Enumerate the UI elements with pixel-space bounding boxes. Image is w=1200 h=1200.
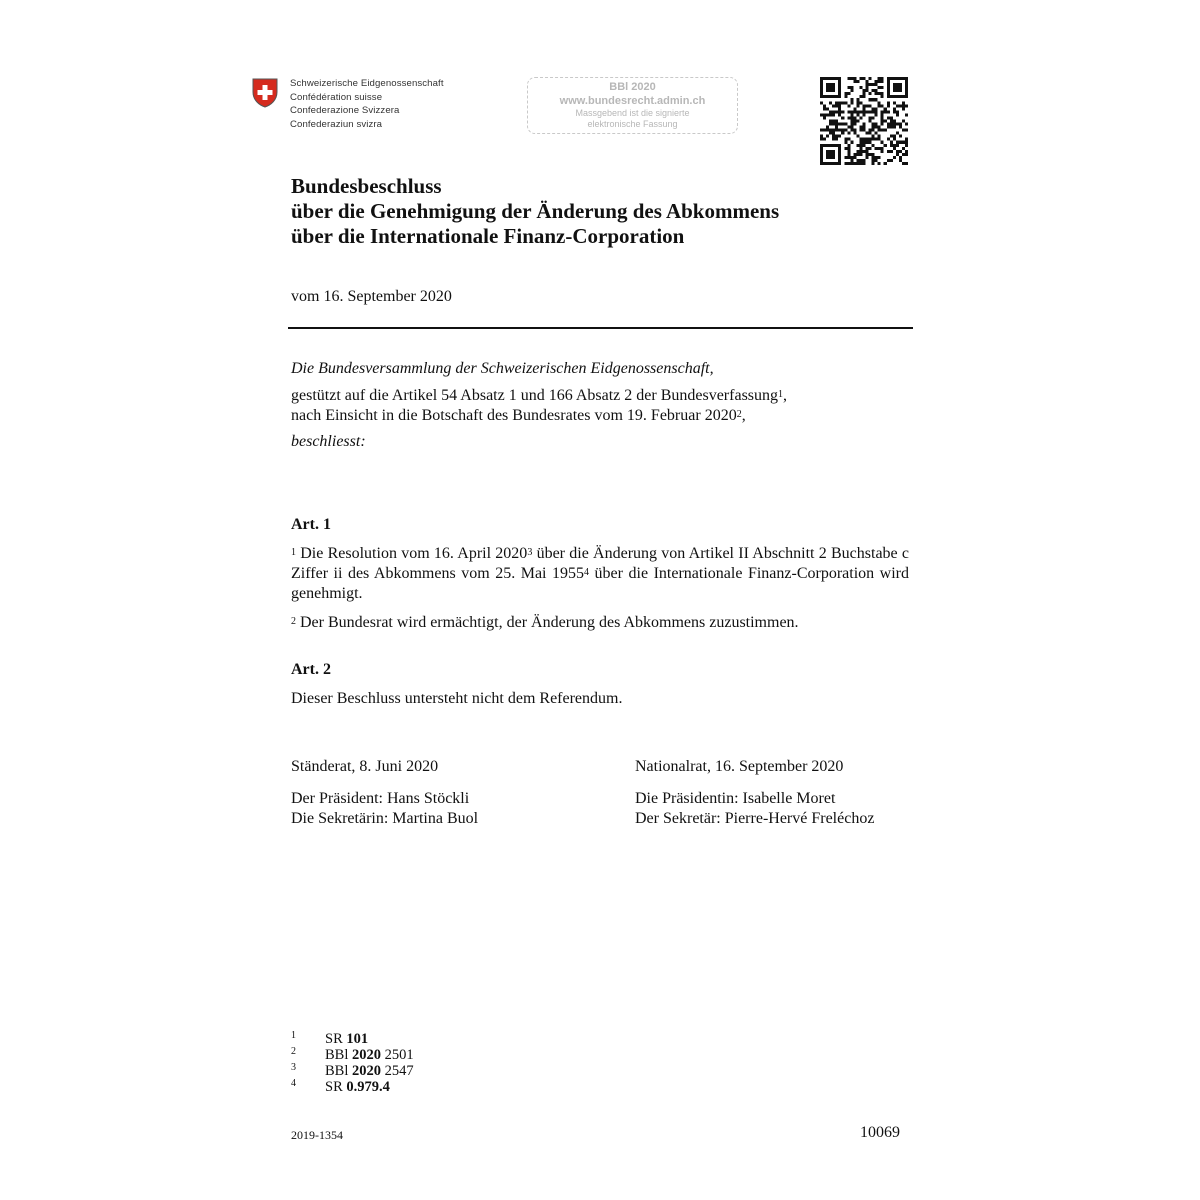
page-number: 10069 [860, 1124, 900, 1141]
footnote-ref-1[interactable]: 1 [778, 389, 784, 400]
footnote-bold: 101 [346, 1031, 369, 1047]
footnote-item [291, 1079, 591, 1095]
signature-left-secretary: Die Sekretärin: Martina Buol [291, 810, 479, 827]
confederation-name-it: Confederazione Svizzera [290, 105, 400, 117]
footnote-text [325, 1031, 368, 1047]
footnote-suffix: 2501 [381, 1047, 414, 1063]
document-number: 2019-1354 [291, 1128, 343, 1142]
preamble-assembly: Die Bundesversammlung der Schweizerischen Eidgenossenschaft, [291, 360, 714, 377]
stamp-bbl: BBl 2020 [609, 81, 656, 93]
confederation-names [290, 77, 444, 131]
paragraph-number: 2 [291, 616, 296, 627]
art1-p2-text: Der Bundesrat wird ermächtigt, der Änderung des Abkommens zuzustimmen. [296, 614, 799, 631]
footnote-prefix: BBl [325, 1047, 352, 1063]
footnote-ref-3[interactable]: 3 [527, 547, 533, 558]
footnote-prefix: SR [325, 1079, 347, 1095]
footnote-suffix: 2547 [381, 1063, 414, 1079]
article-1-heading: Art. 1 [291, 516, 331, 533]
document-title [291, 174, 779, 249]
header-divider [288, 327, 913, 329]
qr-code-icon [820, 77, 908, 165]
preamble-basis [291, 386, 787, 406]
footnote-number: 2 [291, 1046, 296, 1057]
footnote-bold: 2020 [352, 1047, 381, 1063]
paragraph-number: 1 [291, 547, 296, 558]
confederation-name-rm: Confederaziun svizra [290, 118, 383, 130]
footnote-prefix: SR [325, 1031, 347, 1047]
footnote-text [325, 1047, 414, 1063]
preamble-message-end: , [741, 407, 746, 424]
title-line-1: Bundesbeschluss [291, 174, 442, 198]
signature-right-secretary: Der Sekretär: Pierre-Hervé Freléchoz [635, 810, 875, 827]
footnote-bold: 0.979.4 [346, 1079, 390, 1095]
footnote-ref-2[interactable]: 2 [736, 409, 742, 420]
stamp-url: www.bundesrecht.admin.ch [559, 95, 706, 107]
swiss-coat-of-arms-icon [252, 78, 278, 108]
article-1-paragraph-1 [291, 544, 909, 604]
art1-p1-text-c: über die Internationale Finanz-Corporation wird genehmigt. [291, 565, 910, 602]
publication-stamp [527, 77, 738, 134]
footnote-item [291, 1031, 591, 1047]
preamble-message-text: nach Einsicht in die Botschaft des Bundesrates vom 19. Februar 2020 [291, 407, 737, 424]
signature-right-president: Die Präsidentin: Isabelle Moret [635, 790, 836, 807]
signature-left-place-date: Ständerat, 8. Juni 2020 [291, 758, 439, 775]
footnote-text [325, 1063, 414, 1079]
footnote-item [291, 1063, 591, 1079]
article-1-paragraph-2 [291, 613, 799, 633]
document-date: vom 16. September 2020 [291, 288, 452, 305]
footnote-number: 1 [291, 1030, 296, 1041]
title-line-3: über die Internationale Finanz-Corporation [291, 224, 685, 248]
title-line-2: über die Genehmigung der Änderung des Abkommens [291, 199, 780, 223]
preamble-basis-end: , [783, 387, 788, 404]
article-2-text: Dieser Beschluss untersteht nicht dem Referendum. [291, 690, 623, 707]
preamble-decides: beschliesst: [291, 433, 366, 450]
preamble-message [291, 406, 746, 426]
stamp-note-1: Massgebend ist die signierte [575, 108, 690, 118]
footnote-item [291, 1047, 591, 1063]
signature-left-president: Der Präsident: Hans Stöckli [291, 790, 470, 807]
article-2-heading: Art. 2 [291, 661, 331, 678]
stamp-note-2: elektronische Fassung [587, 119, 678, 129]
footnote-text [325, 1079, 390, 1095]
footnote-number: 3 [291, 1062, 296, 1073]
footnote-bold: 2020 [352, 1063, 381, 1079]
footnote-prefix: BBl [325, 1063, 352, 1079]
art1-p1-text-a: Die Resolution vom 16. April 2020 [296, 545, 528, 562]
art1-p1-text-b: über die Änderung von Artikel II Abschnitt 2 Buchstabe c Ziffer ii des Abkommens vom 25. Mai 1955 [291, 545, 910, 582]
preamble-basis-text: gestützt auf die Artikel 54 Absatz 1 und 166 Absatz 2 der Bundesverfassung [291, 387, 779, 404]
footnote-ref-4[interactable]: 4 [584, 567, 590, 578]
confederation-name-de: Schweizerische Eidgenossenschaft [290, 78, 444, 89]
footnotes [291, 1031, 591, 1095]
signature-right-place-date: Nationalrat, 16. September 2020 [635, 758, 844, 775]
confederation-name-fr: Confédération suisse [290, 91, 383, 103]
footnote-number: 4 [291, 1078, 296, 1089]
